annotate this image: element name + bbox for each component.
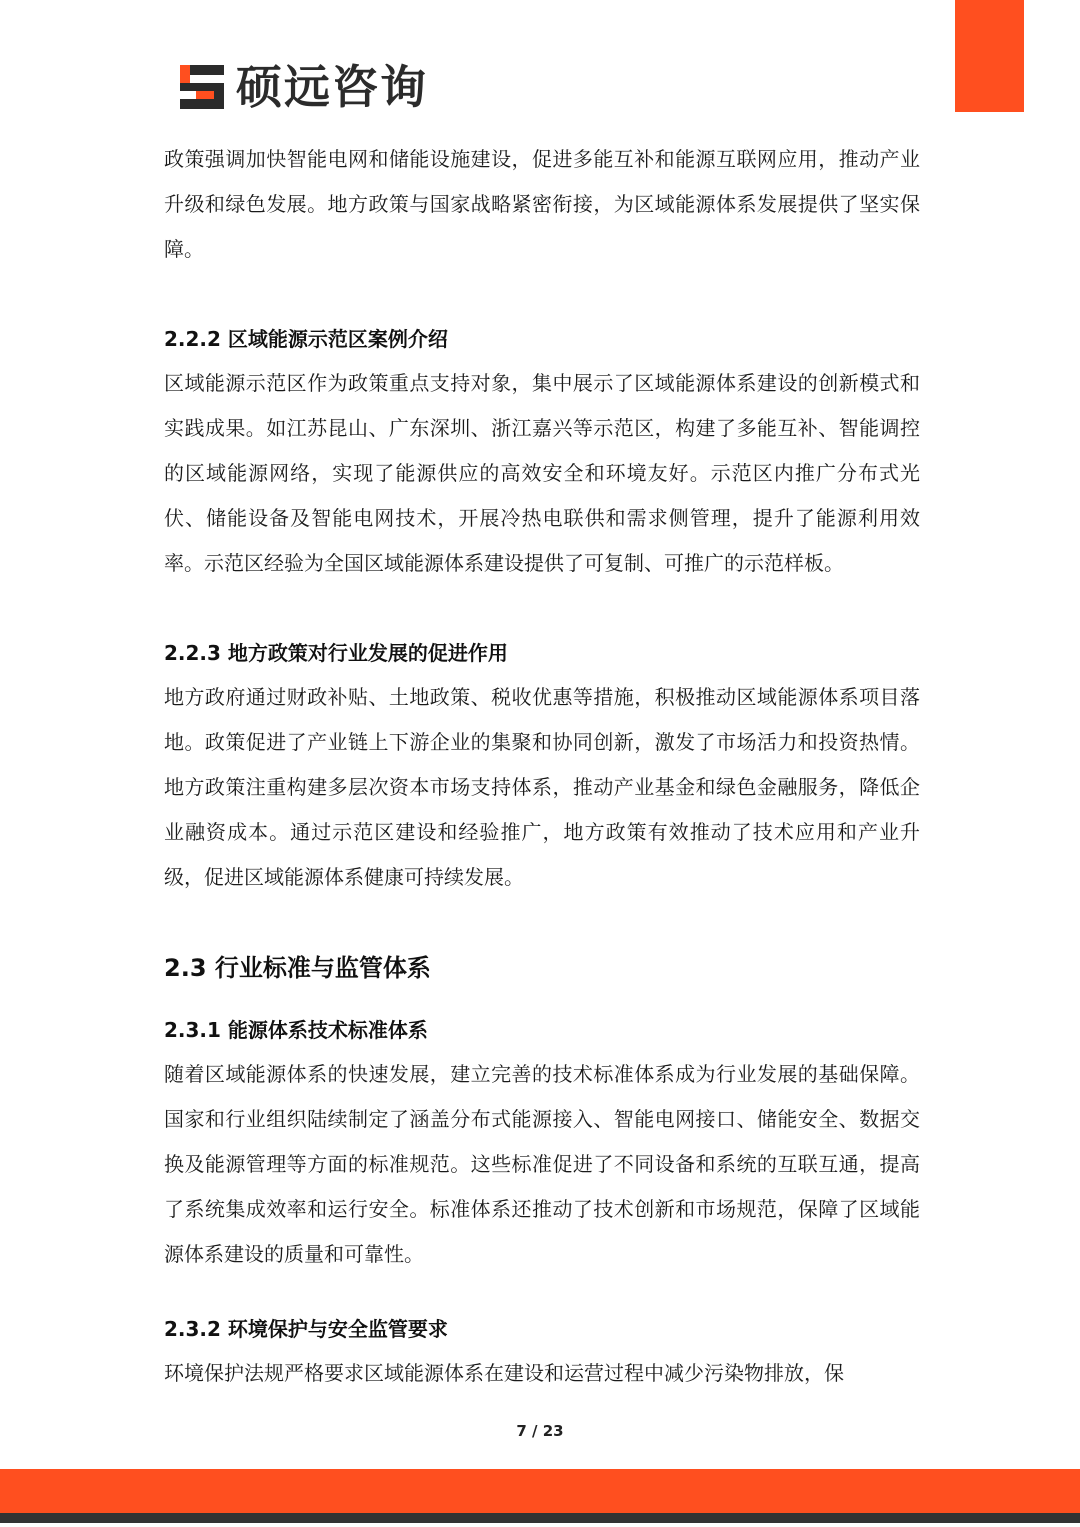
footer-accent-bar [0, 1469, 1080, 1513]
brand-logo [176, 60, 428, 114]
heading-2-3-1: 2.3.1 能源体系技术标准体系 [164, 1018, 428, 1042]
brand-name: 硕远咨询 [236, 60, 428, 114]
paragraph-2-2-2: 区域能源示范区作为政策重点支持对象，集中展示了区域能源体系建设的创新模式和实践成果。如江苏昆山、广东深圳、浙江嘉兴等示范区，构建了多能互补、智能调控的区域能源网络，实现了能源供应的高效安全和环境友好。示范区内推广分布式光伏、储能设备及智能电网技术，开展冷热电联供和需求侧管理，提升了能源利用效率。示范区经验为全国区域能源体系建设提供了可复制、可推广的示范样板。 [164, 371, 920, 575]
logo-mark-icon [176, 61, 228, 113]
paragraph-2-2-3: 地方政府通过财政补贴、土地政策、税收优惠等措施，积极推动区域能源体系项目落地。政策促进了产业链上下游企业的集聚和协同创新，激发了市场活力和投资热情。地方政策注重构建多层次资本市场支持体系，推动产业基金和绿色金融服务，降低企业融资成本。通过示范区建设和经验推广，地方政策有效推动了技术应用和产业升级，促进区域能源体系健康可持续发展。 [164, 685, 920, 889]
footer-dark-line [0, 1513, 1080, 1523]
page-number: 7 / 23 [516, 1422, 564, 1440]
heading-2-2-2: 2.2.2 区域能源示范区案例介绍 [164, 327, 448, 351]
paragraph-2-3-2: 环境保护法规严格要求区域能源体系在建设和运营过程中减少污染物排放，保 [164, 1361, 844, 1385]
document-body [164, 137, 920, 1396]
heading-2-3: 2.3 行业标准与监管体系 [164, 954, 431, 982]
heading-2-2-3: 2.2.3 地方政策对行业发展的促进作用 [164, 641, 508, 665]
paragraph-2-3-1: 随着区域能源体系的快速发展，建立完善的技术标准体系成为行业发展的基础保障。国家和行业组织陆续制定了涵盖分布式能源接入、智能电网接口、储能安全、数据交换及能源管理等方面的标准规范。这些标准促进了不同设备和系统的互联互通，提高了系统集成效率和运行安全。标准体系还推动了技术创新和市场规范，保障了区域能源体系建设的质量和可靠性。 [164, 1062, 920, 1266]
paragraph-intro: 政策强调加快智能电网和储能设施建设，促进多能互补和能源互联网应用，推动产业升级和绿色发展。地方政策与国家战略紧密衔接，为区域能源体系发展提供了坚实保障。 [164, 147, 920, 261]
corner-accent-block [955, 0, 1024, 112]
heading-2-3-2: 2.3.2 环境保护与安全监管要求 [164, 1317, 448, 1341]
